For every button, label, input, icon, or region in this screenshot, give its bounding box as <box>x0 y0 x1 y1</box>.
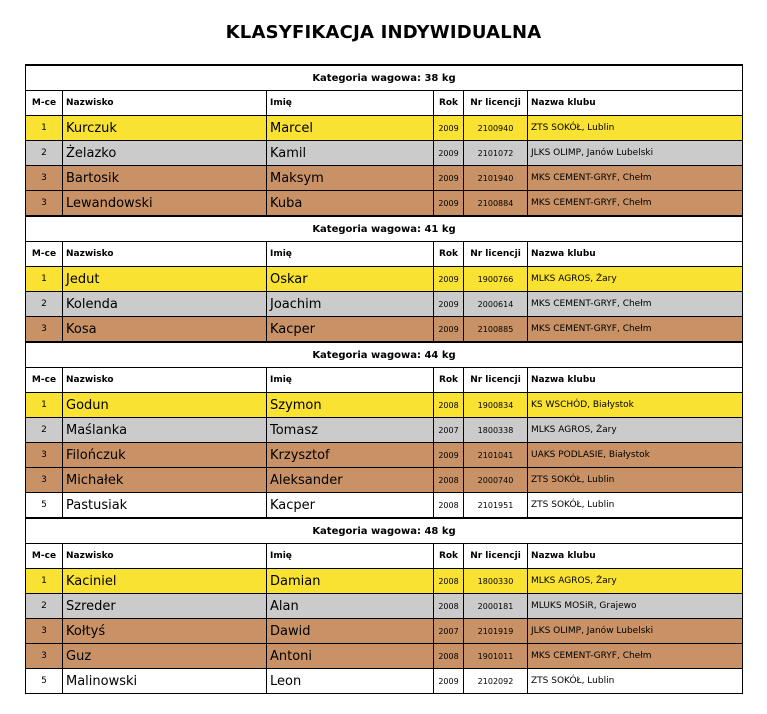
header-place: M-ce <box>26 91 63 116</box>
year-cell: 2008 <box>434 493 464 519</box>
header-place: M-ce <box>26 242 63 267</box>
table-row <box>26 317 743 343</box>
place-cell: 2 <box>26 141 63 166</box>
club-cell: MLUKS MOSiR, Grajewo <box>528 594 743 619</box>
header-club: Nazwa klubu <box>528 242 743 267</box>
license-cell: 1900766 <box>464 267 528 292</box>
header-club: Nazwa klubu <box>528 91 743 116</box>
name-cell: Leon <box>267 669 434 694</box>
name-cell: Kuba <box>267 191 434 217</box>
surname-cell: Szreder <box>63 594 267 619</box>
surname-cell: Bartosik <box>63 166 267 191</box>
surname-cell: Kaciniel <box>63 569 267 594</box>
club-cell: ZTS SOKÓŁ, Lublin <box>528 493 743 519</box>
club-cell: UAKS PODLASIE, Białystok <box>528 443 743 468</box>
name-cell: Tomasz <box>267 418 434 443</box>
place-cell: 3 <box>26 644 63 669</box>
name-cell: Dawid <box>267 619 434 644</box>
table-row <box>26 493 743 519</box>
place-cell: 3 <box>26 443 63 468</box>
license-cell: 2000181 <box>464 594 528 619</box>
header-row <box>26 91 743 116</box>
license-cell: 2101919 <box>464 619 528 644</box>
year-cell: 2008 <box>434 393 464 418</box>
club-cell: ZTS SOKÓŁ, Lublin <box>528 468 743 493</box>
name-cell: Kacper <box>267 317 434 343</box>
surname-cell: Godun <box>63 393 267 418</box>
header-surname: Nazwisko <box>63 368 267 393</box>
year-cell: 2009 <box>434 141 464 166</box>
place-cell: 1 <box>26 267 63 292</box>
surname-cell: Kosa <box>63 317 267 343</box>
name-cell: Alan <box>267 594 434 619</box>
table-row <box>26 267 743 292</box>
table-row <box>26 418 743 443</box>
category-row <box>26 342 743 368</box>
header-year: Rok <box>434 242 464 267</box>
year-cell: 2008 <box>434 569 464 594</box>
place-cell: 3 <box>26 191 63 217</box>
category-row <box>26 65 743 91</box>
header-surname: Nazwisko <box>63 91 267 116</box>
page-title: KLASYFIKACJA INDYWIDUALNA <box>225 22 542 43</box>
license-cell: 2100884 <box>464 191 528 217</box>
club-cell: MLKS AGROS, Żary <box>528 569 743 594</box>
name-cell: Antoni <box>267 644 434 669</box>
club-cell: MKS CEMENT-GRYF, Chełm <box>528 317 743 343</box>
name-cell: Marcel <box>267 116 434 141</box>
header-surname: Nazwisko <box>63 544 267 569</box>
name-cell: Kamil <box>267 141 434 166</box>
header-row <box>26 242 743 267</box>
club-cell: MLKS AGROS, Żary <box>528 267 743 292</box>
category-label: Kategoria wagowa: 48 kg <box>26 518 743 544</box>
place-cell: 2 <box>26 418 63 443</box>
header-year: Rok <box>434 91 464 116</box>
header-surname: Nazwisko <box>63 242 267 267</box>
name-cell: Maksym <box>267 166 434 191</box>
place-cell: 1 <box>26 569 63 594</box>
year-cell: 2009 <box>434 317 464 343</box>
table-row <box>26 644 743 669</box>
surname-cell: Maślanka <box>63 418 267 443</box>
category-label: Kategoria wagowa: 38 kg <box>26 65 743 91</box>
license-cell: 2000614 <box>464 292 528 317</box>
results-body <box>26 65 743 694</box>
license-cell: 2101951 <box>464 493 528 519</box>
year-cell: 2009 <box>434 267 464 292</box>
club-cell: ZTS SOKÓŁ, Lublin <box>528 669 743 694</box>
surname-cell: Żelazko <box>63 141 267 166</box>
license-cell: 2101940 <box>464 166 528 191</box>
header-license: Nr licencji <box>464 242 528 267</box>
header-name: Imię <box>267 544 434 569</box>
header-license: Nr licencji <box>464 91 528 116</box>
license-cell: 1901011 <box>464 644 528 669</box>
name-cell: Kacper <box>267 493 434 519</box>
table-row <box>26 569 743 594</box>
name-cell: Krzysztof <box>267 443 434 468</box>
category-row <box>26 216 743 242</box>
table-row <box>26 292 743 317</box>
license-cell: 2101041 <box>464 443 528 468</box>
header-place: M-ce <box>26 368 63 393</box>
license-cell: 2102092 <box>464 669 528 694</box>
club-cell: MKS CEMENT-GRYF, Chełm <box>528 191 743 217</box>
category-label: Kategoria wagowa: 44 kg <box>26 342 743 368</box>
place-cell: 3 <box>26 468 63 493</box>
table-row <box>26 191 743 217</box>
category-row <box>26 518 743 544</box>
surname-cell: Lewandowski <box>63 191 267 217</box>
club-cell: ZTS SOKÓŁ, Lublin <box>528 116 743 141</box>
club-cell: MKS CEMENT-GRYF, Chełm <box>528 166 743 191</box>
year-cell: 2009 <box>434 191 464 217</box>
surname-cell: Jedut <box>63 267 267 292</box>
name-cell: Oskar <box>267 267 434 292</box>
place-cell: 2 <box>26 594 63 619</box>
header-year: Rok <box>434 368 464 393</box>
table-row <box>26 594 743 619</box>
header-place: M-ce <box>26 544 63 569</box>
year-cell: 2008 <box>434 594 464 619</box>
table-row <box>26 468 743 493</box>
license-cell: 2000740 <box>464 468 528 493</box>
table-row <box>26 393 743 418</box>
table-row <box>26 166 743 191</box>
year-cell: 2009 <box>434 116 464 141</box>
license-cell: 1900834 <box>464 393 528 418</box>
club-cell: MLKS AGROS, Żary <box>528 418 743 443</box>
license-cell: 1800338 <box>464 418 528 443</box>
place-cell: 2 <box>26 292 63 317</box>
year-cell: 2009 <box>434 292 464 317</box>
license-cell: 2101072 <box>464 141 528 166</box>
surname-cell: Guz <box>63 644 267 669</box>
surname-cell: Kolenda <box>63 292 267 317</box>
year-cell: 2007 <box>434 418 464 443</box>
place-cell: 3 <box>26 166 63 191</box>
results-table <box>25 64 743 694</box>
license-cell: 2100885 <box>464 317 528 343</box>
header-name: Imię <box>267 242 434 267</box>
club-cell: KS WSCHÓD, Białystok <box>528 393 743 418</box>
club-cell: MKS CEMENT-GRYF, Chełm <box>528 292 743 317</box>
year-cell: 2009 <box>434 669 464 694</box>
club-cell: JLKS OLIMP, Janów Lubelski <box>528 619 743 644</box>
table-row <box>26 116 743 141</box>
header-row <box>26 368 743 393</box>
header-name: Imię <box>267 91 434 116</box>
license-cell: 2100940 <box>464 116 528 141</box>
surname-cell: Kurczuk <box>63 116 267 141</box>
name-cell: Joachim <box>267 292 434 317</box>
surname-cell: Kołtyś <box>63 619 267 644</box>
name-cell: Szymon <box>267 393 434 418</box>
year-cell: 2008 <box>434 468 464 493</box>
place-cell: 1 <box>26 116 63 141</box>
surname-cell: Filończuk <box>63 443 267 468</box>
name-cell: Aleksander <box>267 468 434 493</box>
surname-cell: Michałek <box>63 468 267 493</box>
surname-cell: Pastusiak <box>63 493 267 519</box>
category-label: Kategoria wagowa: 41 kg <box>26 216 743 242</box>
license-cell: 1800330 <box>464 569 528 594</box>
place-cell: 3 <box>26 317 63 343</box>
year-cell: 2009 <box>434 166 464 191</box>
header-license: Nr licencji <box>464 368 528 393</box>
header-license: Nr licencji <box>464 544 528 569</box>
year-cell: 2007 <box>434 619 464 644</box>
place-cell: 5 <box>26 493 63 519</box>
club-cell: MKS CEMENT-GRYF, Chełm <box>528 644 743 669</box>
place-cell: 3 <box>26 619 63 644</box>
table-row <box>26 619 743 644</box>
place-cell: 1 <box>26 393 63 418</box>
header-row <box>26 544 743 569</box>
table-row <box>26 443 743 468</box>
header-club: Nazwa klubu <box>528 544 743 569</box>
header-year: Rok <box>434 544 464 569</box>
table-row <box>26 141 743 166</box>
place-cell: 5 <box>26 669 63 694</box>
club-cell: JLKS OLIMP, Janów Lubelski <box>528 141 743 166</box>
header-club: Nazwa klubu <box>528 368 743 393</box>
header-name: Imię <box>267 368 434 393</box>
year-cell: 2009 <box>434 443 464 468</box>
year-cell: 2008 <box>434 644 464 669</box>
table-row <box>26 669 743 694</box>
name-cell: Damian <box>267 569 434 594</box>
surname-cell: Malinowski <box>63 669 267 694</box>
